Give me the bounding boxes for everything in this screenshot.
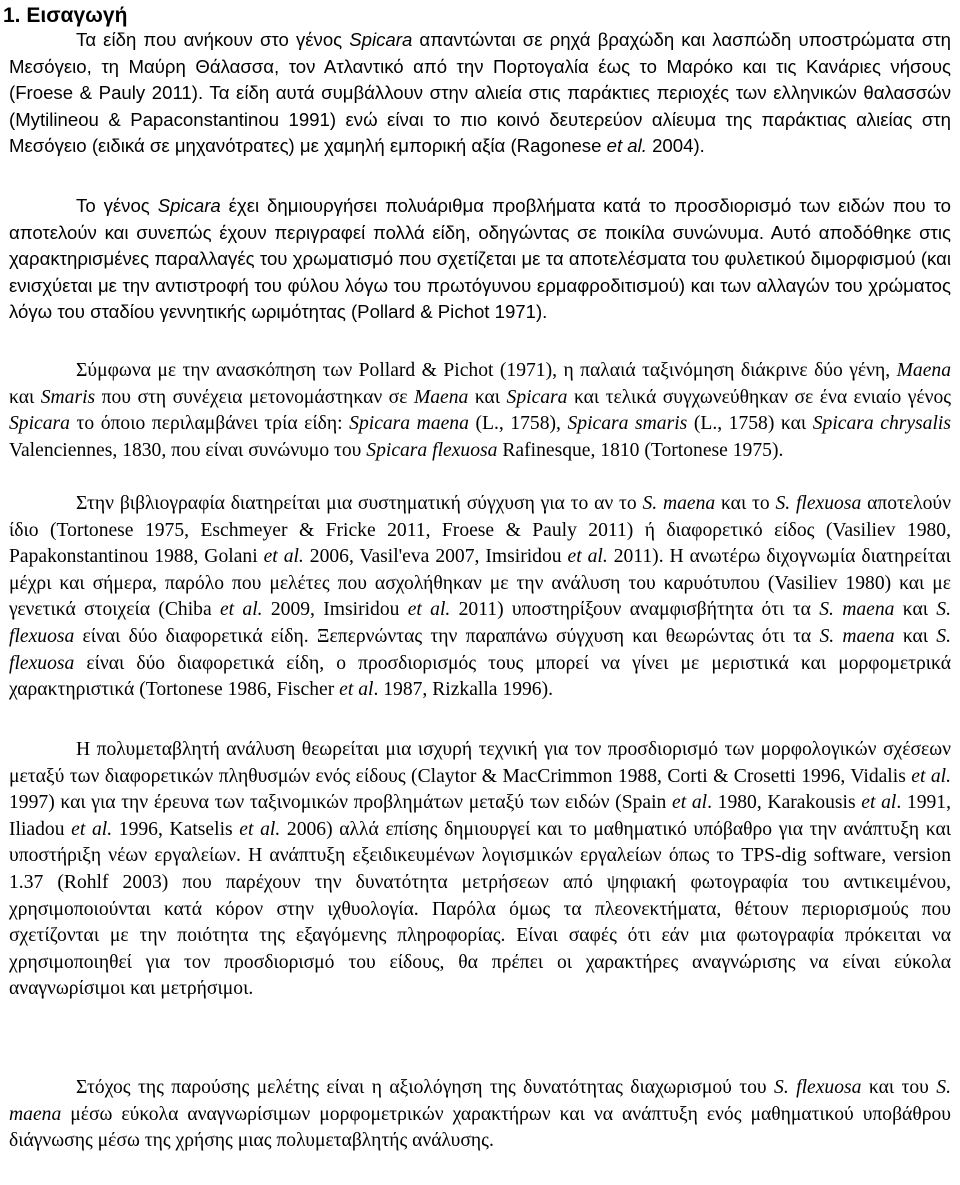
italic-text-run: et al: [861, 792, 897, 814]
italic-text-run: et al.: [606, 135, 647, 157]
italic-text-run: et al.: [263, 546, 304, 568]
text-run: 2009, Imsiridou: [262, 599, 408, 621]
text-run: . 1987, Rizkalla 1996).: [373, 679, 554, 701]
italic-text-run: Spicara smaris: [567, 413, 688, 435]
text-run: 2004).: [646, 135, 705, 157]
text-run: έχει δημιουργήσει πολυάριθμα προβλήματα κατά το προσδιορισμό των ειδών που το αποτελούν και συνεπώς έχουν περιγραφεί πολλά είδη, οδηγώντας σε ποικίλα συνώνυμα. Αυτό αποδόθηκε στις χαρακτηρισμένες παραλλαγές του χρωματισμό που σχετίζεται με τα αποτελέσματα του φυλετικού διμορφισμού (και ενισχύεται με την αντιστροφή του φύλου λόγω του πρωτόγυνου ερμαφροδιτισμού) και των αλλαγών του χρώματος λόγω του σταδίου γεννητικής ωριμότητας (Pollard & Pichot 1971).: [9, 195, 951, 323]
italic-text-run: S. maena: [9, 1077, 951, 1125]
text-run: και το: [715, 493, 776, 514]
italic-text-run: Spicara: [349, 29, 413, 50]
italic-text-run: et al.: [239, 818, 281, 840]
text-run: και: [9, 386, 41, 408]
text-run: Σύμφωνα με την ανασκόπηση των Pollard & Pichot (1971), η παλαιά ταξινόμηση διάκρινε δύο γένη,: [76, 360, 897, 381]
italic-text-run: et al.: [71, 818, 113, 840]
text-run: και: [894, 599, 937, 621]
text-run: . 1980, Karakousis: [707, 792, 862, 814]
text-run: (L., 1758),: [468, 413, 568, 435]
text-run: Rafinesque, 1810 (Tortonese 1975).: [497, 439, 784, 461]
text-run: αποτελούν ίδιο (Tortonese 1975, Eschmeyer & Fricke 2011, Froese & Pauly 2011) ή διαφορετικό είδος (Vasiliev 1980, Papakonstantinou 1988, Golani: [9, 493, 951, 568]
italic-text-run: et al: [339, 679, 374, 701]
italic-text-run: Spicara: [157, 195, 221, 216]
text-run: Στην βιβλιογραφία διατηρείται μια συστηματική σύγχυση για το αν το: [76, 493, 643, 514]
italic-text-run: Spicara flexuosa: [366, 439, 498, 461]
text-run: και τελικά συγχωνεύθηκαν σε ένα ενιαίο γένος: [567, 386, 952, 408]
paragraph-literature-confusion: [9, 491, 951, 704]
italic-text-run: Spicara: [9, 413, 70, 435]
text-run: Τα είδη που ανήκουν στο γένος: [76, 29, 350, 50]
text-run: 1997) και για την έρευνα των ταξινομικών προβλημάτων μεταξύ των ειδών (Spain: [9, 792, 673, 814]
text-run: και του: [861, 1077, 937, 1098]
italic-text-run: Maena: [413, 386, 469, 408]
text-run: 2011) υποστηρίξουν αναμφισβήτητα ότι τα: [450, 599, 820, 621]
italic-text-run: et al: [672, 792, 708, 814]
section-heading: 1. Εισαγωγή: [3, 4, 128, 27]
italic-text-run: S. flexuosa: [9, 599, 951, 647]
text-run: (L., 1758) και: [687, 413, 813, 435]
paragraph-taxonomy-review: [9, 358, 951, 464]
text-run: και: [468, 386, 507, 408]
italic-text-run: S. flexuosa: [9, 625, 951, 674]
text-run: Η πολυμεταβλητή ανάλυση θεωρείται μια ισχυρή τεχνική για τον προσδιορισμό των μορφολογικών σχέσεων μεταξύ των διαφορετικών πληθυσμών ενός είδους (Claytor & MacCrimmon 1988, Corti & Crosetti 1996, Vidalis: [9, 739, 951, 787]
italic-text-run: et al.: [407, 599, 451, 621]
text-run: Στόχος της παρούσης μελέτης είναι η αξιολόγηση της δυνατότητας διαχωρισμού του: [76, 1077, 775, 1098]
text-run: είναι δύο διαφορετικά είδη, ο προσδιορισμός τους μπορεί να γίνει με μεριστικά και μορφομετρικά χαρακτηριστικά (Tortonese 1986, Fischer: [9, 652, 951, 701]
italic-text-run: S. flexuosa: [775, 493, 862, 514]
italic-text-run: Smaris: [40, 386, 96, 408]
text-run: και: [894, 625, 937, 647]
text-run: 2011). Η ανωτέρω διχογνωμία διατηρείται μέχρι και σήμερα, παρόλο που μελέτες που ασχολήθηκαν με την ανάλυση του καρυότυπου (Vasiliev 1980) και με γενετικά στοιχεία (Chiba: [9, 546, 951, 621]
text-run: το όποιο περιλαμβάνει τρία είδη:: [69, 413, 350, 435]
italic-text-run: et al.: [911, 765, 951, 787]
text-run: απαντώνται σε ρηχά βραχώδη και λασπώδη υποστρώματα στη Μεσόγειο, τη Μαύρη Θάλασσα, τον Ατλαντικό από την Πορτογαλία έως το Μαρόκο και τις Κανάριες νήσους (Froese & Pauly 2011). Τα είδη αυτά συμβάλλουν στην αλιεία στις παράκτιες περιοχές των ελληνικών θαλασσών (Mytilineou & Papaconstantinou 1991) ενώ είναι το πιο κοινό δευτερεύον αλίευμα της παράκτιας αλιείας στη Μεσόγειο (ειδικά σε μηχανότρατες) με χαμηλή εμπορική αξία (Ragonese: [9, 29, 952, 157]
text-run: μέσω εύκολα αναγνωρίσιμων μορφομετρικών χαρακτήρων και να ανάπτυξη ενός μαθηματικού υποβάθρου διάγνωσης μέσω της χρήσης μιας πολυμεταβλητής ανάλυσης.: [9, 1103, 951, 1152]
paragraph-genus-problems: [9, 193, 951, 326]
italic-text-run: et al.: [219, 599, 263, 621]
paragraph-intro-distribution: [9, 27, 951, 160]
text-run: 1996, Katselis: [112, 818, 240, 840]
text-run: Το γένος: [76, 195, 158, 216]
paragraph-multivariate-analysis: [9, 737, 951, 1003]
text-run: 2006, Vasil'eva 2007, Imsiridou: [303, 546, 568, 568]
italic-text-run: S. maena: [819, 625, 895, 647]
text-run: . 1991, Iliadou: [9, 792, 951, 840]
italic-text-run: Spicara: [506, 386, 568, 408]
text-run: που στη συνέχεια μετονομάστηκαν σε: [95, 386, 414, 408]
italic-text-run: S. flexuosa: [774, 1077, 862, 1098]
italic-text-run: S. maena: [642, 493, 716, 514]
paragraph-study-aim: [9, 1075, 951, 1155]
text-run: Valenciennes, 1830, που είναι συνώνυμο του: [9, 439, 367, 461]
text-run: είναι δύο διαφορετικά είδη. Ξεπερνώντας την παραπάνω σύγχυση και θεωρώντας ότι τα: [74, 625, 820, 647]
italic-text-run: S. maena: [819, 599, 895, 621]
italic-text-run: Spicara maena: [349, 413, 469, 435]
text-run: 2006) αλλά επίσης δημιουργεί και το μαθηματικό υπόβαθρο για την ανάπτυξη και υποστήριξη νέων εργαλείων. Η ανάπτυξη εξειδικευμένων λογισμικών εργαλείων όπως το TPS-dig software, version 1.37 (Rohlf 2003) που παρέχουν την δυνατότητα μετρήσεων από ψηφιακή φωτογραφία του αντικειμένου, χρησιμοποιούνται κατά κόρον στην ιχθυολογία. Παρόλα όμως τα πλεονεκτήματα, θέτουν περιορισμούς που σχετίζονται με την ποιότητα της εξαγόμενης πληροφορίας. Είναι σαφές ότι εάν μια φωτογραφία πρόκειται να χρησιμοποιηθεί για τον προσδιορισμό του είδους, θα πρέπει οι χαρακτήρες αναγνώρισης να είναι εύκολα αναγνωρίσιμοι και μετρήσιμοι.: [9, 818, 951, 1000]
italic-text-run: et al.: [567, 546, 608, 568]
italic-text-run: Spicara chrysalis: [812, 413, 951, 435]
italic-text-run: Maena: [896, 360, 951, 381]
